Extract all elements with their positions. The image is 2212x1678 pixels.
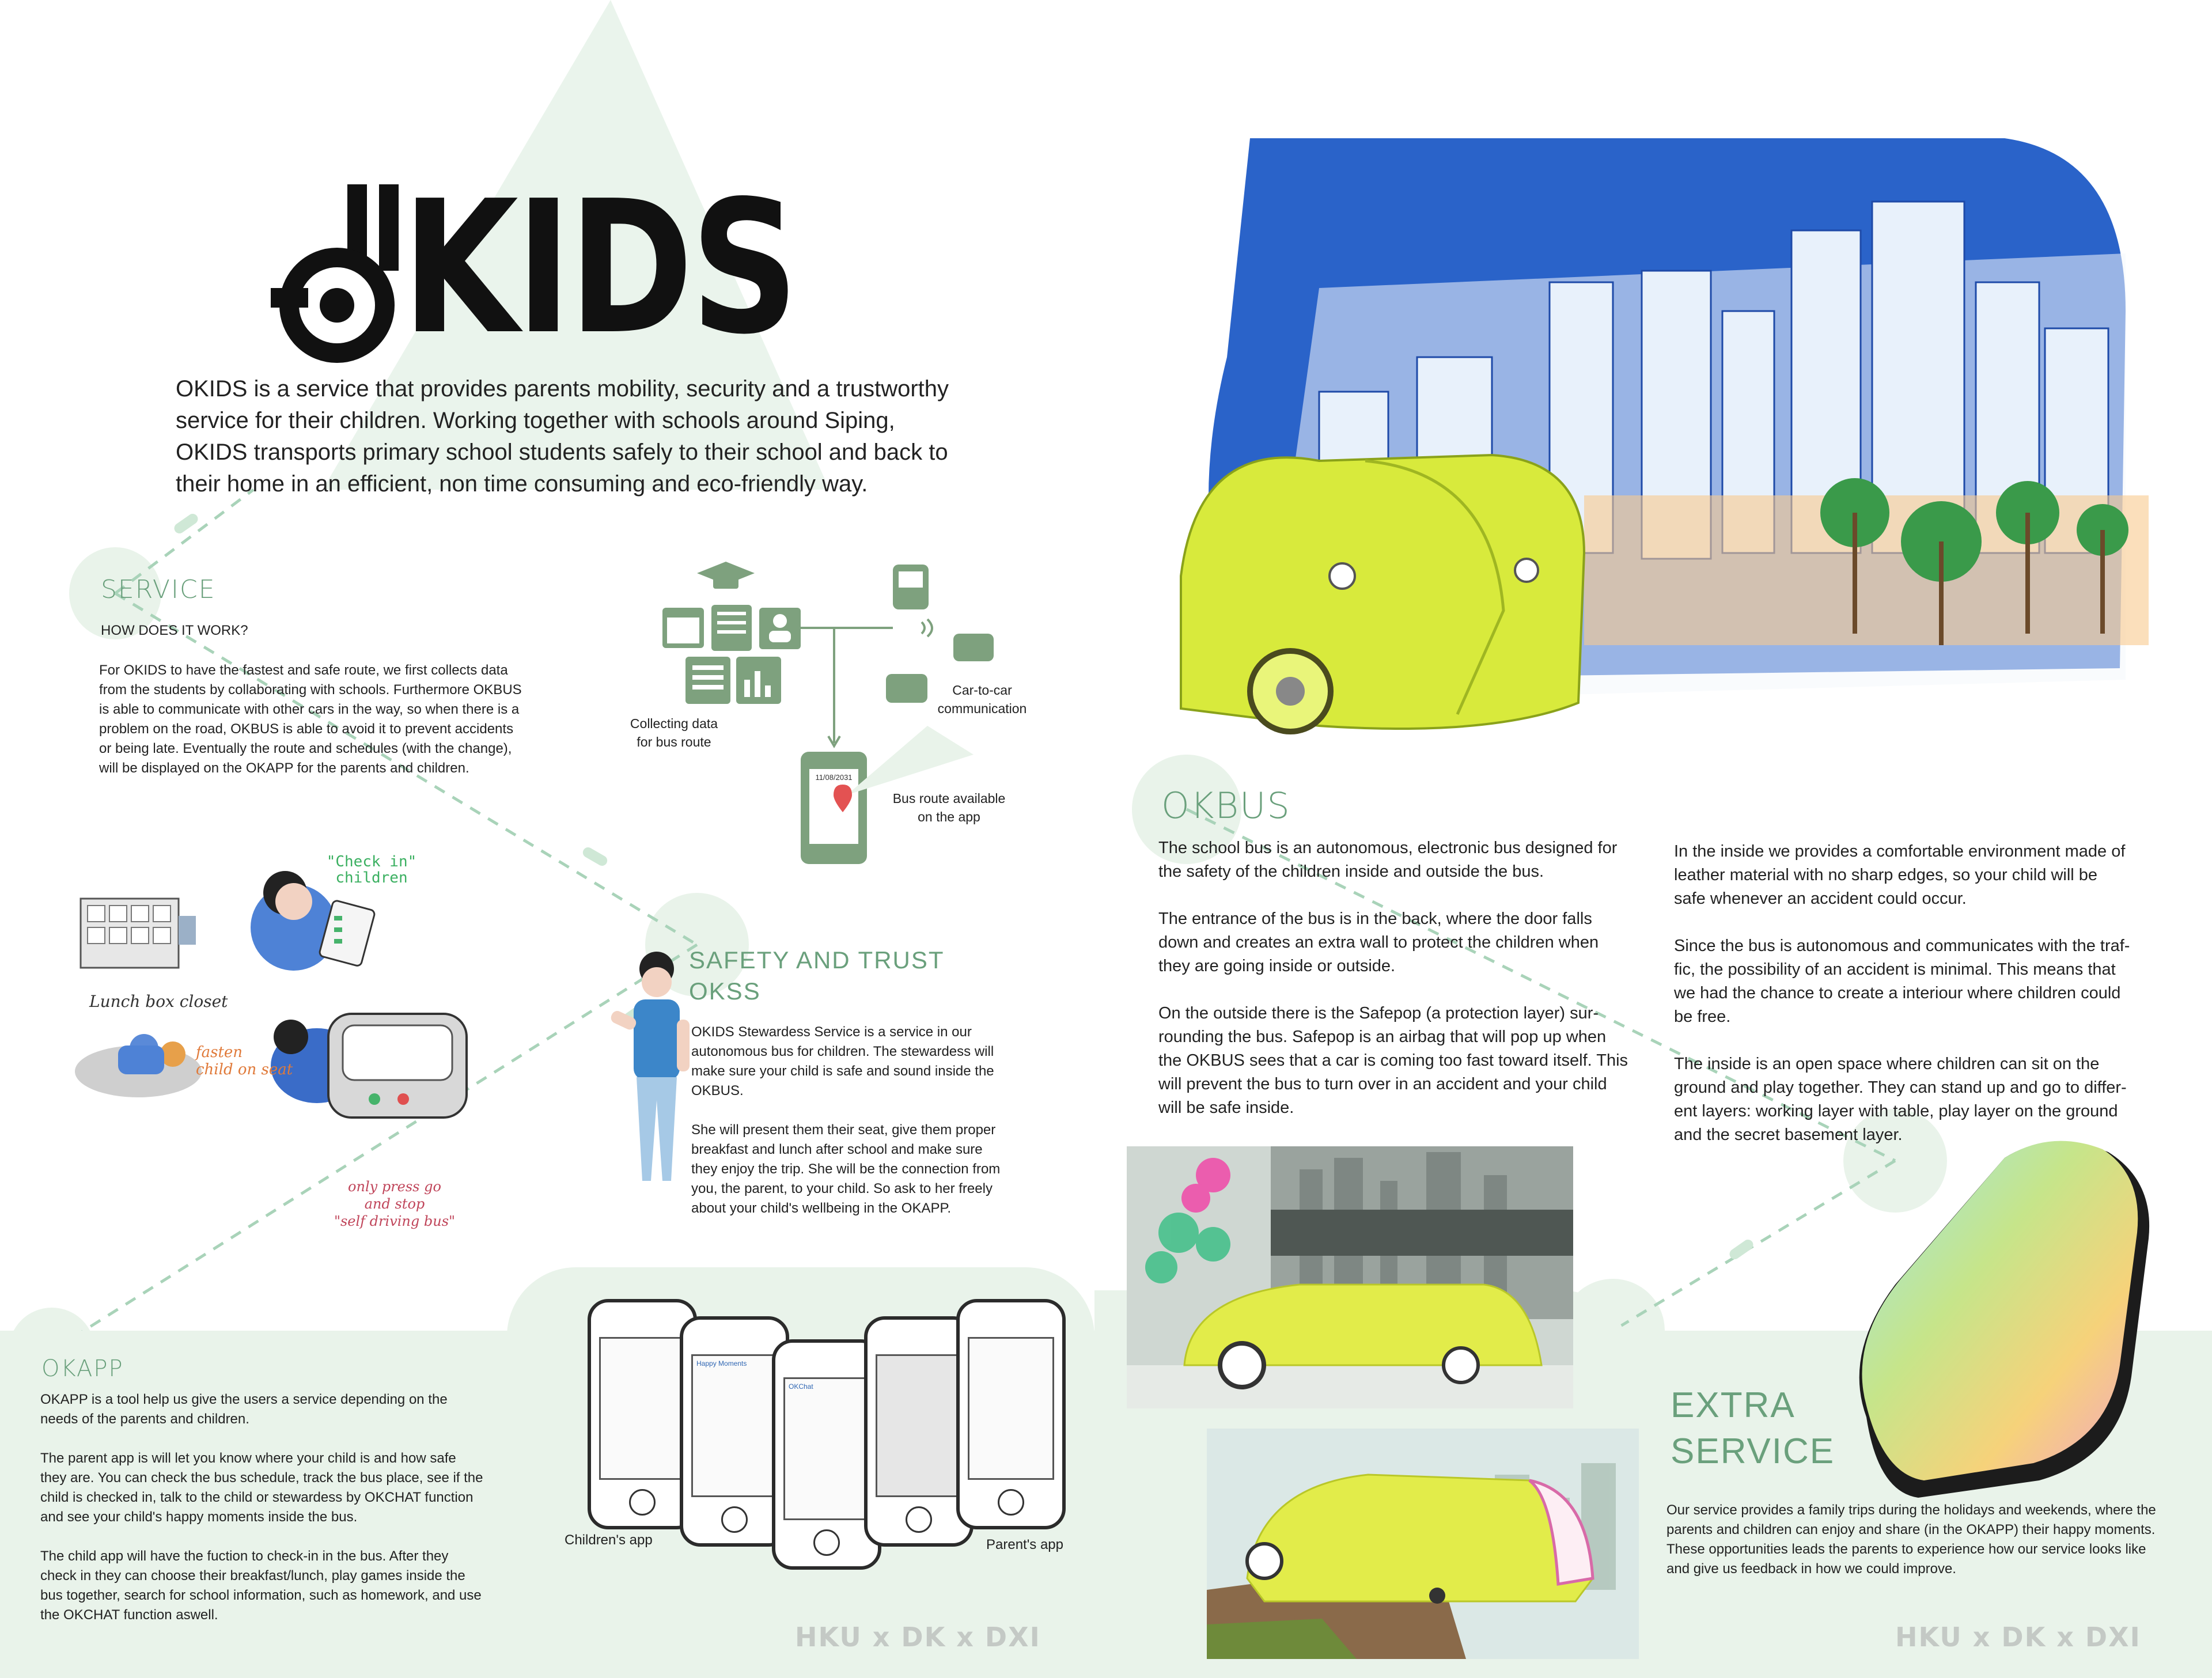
phone-mockup-5 [956, 1299, 1066, 1529]
home-button [629, 1489, 656, 1516]
fasten-note: fasten child on seat [196, 1044, 293, 1078]
okbus-heading: OKBUS [1161, 785, 1291, 827]
extra-service-body: Our service provides a family trips during the holidays and weekends, where the parents and children can enjoy and share (in the OKAPP) their happy moments. These opportunities leads the parents to experience how our service looks like and give us feedback in how we could improve. [1666, 1502, 2156, 1577]
hero-city-illustration [1146, 138, 2177, 760]
press-go-note: only press go and stop "self driving bus" [334, 1179, 456, 1229]
app-screens [582, 1293, 1089, 1570]
okbus-body-col1: The school bus is an autonomous, electronic bus designed for the safety of the children inside and outside the bus. The entrance of the bus is in the back, where the door falls down and creates an extra wall to protect the children when they are going inside or outside. On the outside there is the Safepop (a protection layer) sur- rounding the bus. Safepop is an airbag that will pop up when the OKBUS sees that a car is coming too fast toward itself. This will prevent the bus to turn over in an accident and your child will be safe inside. [1158, 839, 1628, 1117]
phone-screen [599, 1337, 685, 1480]
screen-title-okchat: OKChat [789, 1382, 813, 1391]
car-icon-2 [886, 674, 927, 703]
lunch-box-note: Lunch box closet [89, 992, 228, 1011]
okbus-cliff-image [1207, 1429, 1639, 1659]
service-body: For OKIDS to have the fastest and safe route, we first collects data from the students by collaborating with schools. Furthermore OKBUS is able to communicate with other cars in the way, so when there is a problem on the road, OKBUS is able to avoid it to prevent accidents or being late. Eventually the route and schedules (with the change), will be displayed on the OKAPP for the parents and children. [99, 662, 522, 776]
list-icon [685, 657, 730, 704]
lunch-box-closet-sketch [81, 899, 196, 968]
footer-logos-right: HKU x DK x DXI [1895, 1622, 2141, 1653]
cliff-bus-render [1207, 1429, 1639, 1659]
stewardess-illustration [599, 950, 703, 1198]
footer-logos-left: HKU x DK x DXI [795, 1622, 1041, 1653]
data-flow-diagram [616, 547, 1027, 870]
okbus-interior-render [1832, 1135, 2160, 1503]
phone-date: 11/08/2031 [815, 773, 853, 782]
collecting-data-label: Collecting data for bus route [630, 716, 718, 749]
phone-screen [691, 1354, 778, 1497]
service-subheading: HOW DOES IT WORK? [101, 623, 248, 638]
phone-screen [876, 1354, 962, 1497]
okbus-bridge-image [1127, 1146, 1573, 1408]
safety-body: OKIDS Stewardess Service is a service in our autonomous bus for children. The stewardess will make sure your child is safe and sound inside the OKBUS. She will present them their seat, give them proper breakfast and lunch after school and make sure they enjoy the trip. She will be the connection from you, the parent, to your child. So ask to her freely about your child's wellbeing in the OKAPP. [691, 1024, 1001, 1216]
extra-service-heading: EXTRA SERVICE [1671, 1385, 1835, 1471]
storyboard-sketches [63, 841, 478, 1256]
fasten-child-sketch [75, 1034, 202, 1097]
service-heading: SERVICE [101, 575, 216, 604]
car-to-car-label: Car-to-car communication [937, 683, 1027, 716]
safety-heading: SAFETY AND TRUST OKSS [689, 946, 945, 1005]
bridge-bus-render [1127, 1146, 1573, 1408]
okbus-sketch [1181, 455, 1584, 729]
car-icon [953, 634, 994, 661]
home-button [998, 1489, 1024, 1516]
childrens-app-label: Children's app [565, 1532, 653, 1548]
home-button [721, 1506, 748, 1533]
okapp-heading: OKAPP [41, 1355, 124, 1382]
home-button [906, 1506, 932, 1533]
bus-route-label: Bus route available on the app [892, 791, 1006, 824]
screen-title-happy-moments: Happy Moments [696, 1359, 747, 1368]
phone-screen [968, 1337, 1054, 1480]
okapp-body: OKAPP is a tool help us give the users a service depending on the needs of the parents and children. The parent app is will let you know where your child is and how safe they are. You can check the bus schedule, track the bus place, see if the child is checked in, talk to the child or stewardess by OKCHAT function and see your child's happy moments inside the bus. The child app will have the fuction to check-in in the bus. After they check in they can choose their breakfast/lunch, play games inside the bus together, search for school information, such as homework, and use the OKCHAT function aswell. [40, 1392, 483, 1623]
interior-shell-render [1832, 1135, 2160, 1503]
stewardess-figure [599, 950, 703, 1198]
intro-paragraph: OKIDS is a service that provides parents mobility, security and a trustworthy service for their children. Working together with schools around Siping, OKIDS transports primary school students safely to their school and back to their home in an efficient, non time consuming and eco-friendly way. [176, 376, 949, 497]
id-card-icon [759, 608, 801, 649]
logo-eye-mark [271, 184, 409, 363]
phone-screen [783, 1377, 870, 1520]
city-bus-sketch [1146, 138, 2177, 760]
parents-app-label: Parent's app [986, 1537, 1064, 1552]
okbus-body-col2: In the inside we provides a comfortable environment made of leather material with no sharp edges, so your child will be safe whenever an accident could occur. Since the bus is autonomous and communicates with the traf- fic, the possibility of an accident is minimal. This means that we had the chance to create a interiour where children could be free. The inside is an open space where children can sit on the ground and play together. They can stand up and go to differ- ent layers: working layer with table, play layer on the ground and the secret basement layer. [1674, 842, 2130, 1144]
home-button [813, 1529, 840, 1556]
check-in-note: "Check in" children [326, 853, 417, 887]
logo-wordmark: KIDS [402, 161, 796, 374]
